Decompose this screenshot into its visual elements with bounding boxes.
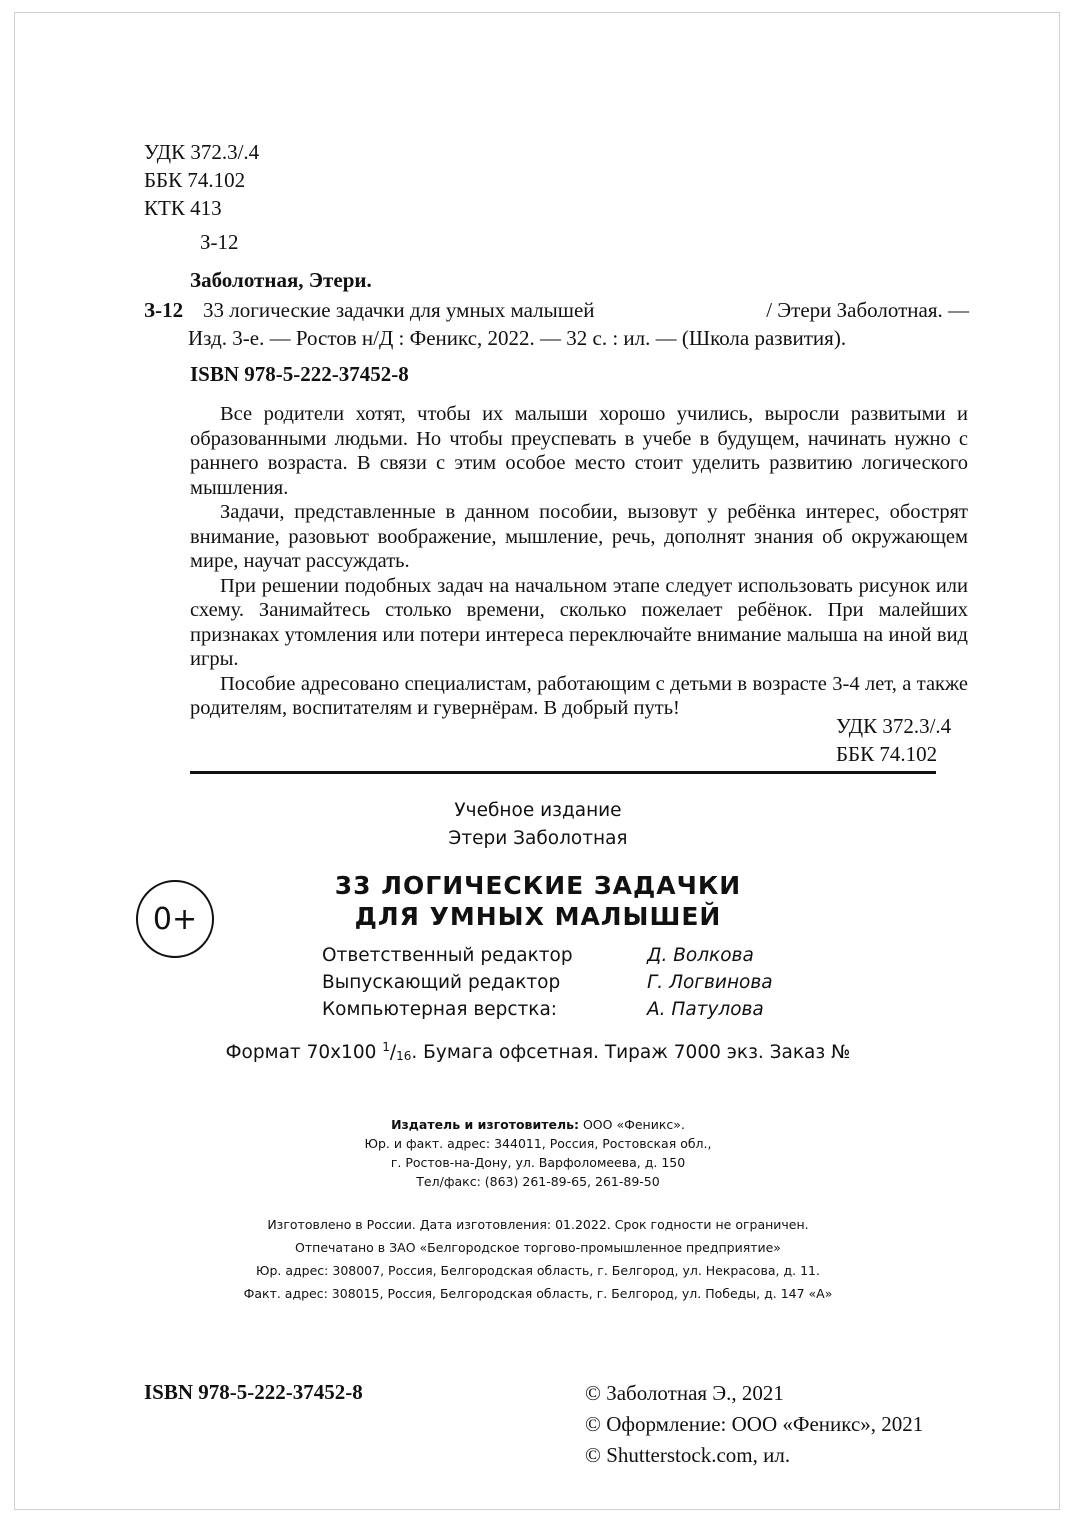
format-fraction-num: 1 [382, 1040, 390, 1054]
book-title-line2: ДЛЯ УМНЫХ МАЛЫШЕЙ [354, 902, 722, 931]
format-line: Формат 70х100 $^1/_{16}$. Бумага офсетная. Тираж 7000 экз. Заказ № [225, 1040, 851, 1063]
copyright-line: © Заболотная Э., 2021 [585, 1381, 784, 1405]
author-mark: З-12 [200, 230, 239, 254]
book-title-line1: 33 ЛОГИЧЕСКИЕ ЗАДАЧКИ [334, 871, 742, 900]
author-heading: Заболотная, Этери. [190, 268, 372, 292]
bib-title-line [203, 298, 969, 323]
manufacture-info [0, 1213, 1076, 1305]
bib-responsibility: / Этери Заболотная. — [766, 298, 969, 322]
format-rest: . Бумага офсетная. Тираж 7000 экз. Заказ № [411, 1042, 851, 1063]
staff-role: Компьютерная верстка: [322, 999, 558, 1020]
publisher-name: ООО «Феникс». [579, 1117, 685, 1132]
divider-line [190, 771, 936, 774]
publisher-address-2: г. Ростов-на-Дону, ул. Варфоломеева, д. 150 [390, 1155, 686, 1170]
staff-name: Г. Логвинова [647, 972, 773, 993]
bib-title: 33 логические задачки для умных малышей [203, 298, 595, 322]
ktk-code: КТК 413 [144, 196, 222, 220]
annotation [190, 402, 968, 721]
annotation-paragraph: Пособие адресовано специалистам, работающим с детьми в возрасте 3-4 лет, а также родителям, воспитателям и гувернёрам. В добрый путь! [190, 672, 968, 719]
annotation-paragraph: Все родители хотят, чтобы их малыши хорошо учились, выросли развитыми и образованными людьми. Но чтобы преуспевать в учебе в будущем, начинать нужно с раннего возраста. В связи с этим особое место стоит уделить развитию логического мышления. [190, 403, 968, 499]
book-title [0, 870, 1076, 932]
staff-role: Выпускающий редактор [322, 972, 561, 993]
classification-codes [144, 138, 259, 256]
bbk-code-right: ББК 74.102 [836, 742, 938, 766]
classification-codes-right [836, 712, 951, 768]
publisher-phone: Тел/факс: (863) 261-89-65, 261-89-50 [416, 1174, 660, 1189]
annotation-paragraph: Задачи, представленные в данном пособии, вызовут у ребёнка интерес, обострят внимание, разовьют воображение, мышление, речь, дополнят знания об окружающем мире, научат рассуждать. [190, 501, 968, 572]
copyright-line: © Оформление: ООО «Феникс», 2021 [585, 1412, 924, 1436]
bib-publication: Изд. 3-е. — Ростов н/Д : Феникс, 2022. — 32 с. : ил. — (Школа развития). [188, 326, 847, 350]
edition-author: Этери Заболотная [448, 828, 628, 849]
publisher-line [0, 1115, 1076, 1134]
format-prefix: Формат 70х100 [225, 1042, 377, 1063]
bbk-code: ББК 74.102 [144, 168, 246, 192]
age-rating-badge: 0+ [136, 880, 214, 958]
staff-names [647, 942, 773, 1023]
manufacture-line: Изготовлено в России. Дата изготовления: 01.2022. Срок годности не ограничен. [267, 1217, 809, 1232]
staff-name: А. Патулова [647, 999, 764, 1020]
publisher-address-1: Юр. и факт. адрес: 344011, Россия, Ростовская обл., [364, 1136, 712, 1151]
author-mark-bib: З-12 [144, 298, 184, 322]
printer-legal-address: Юр. адрес: 308007, Россия, Белгородская область, г. Белгород, ул. Некрасова, д. 11. [256, 1263, 820, 1278]
printer-line: Отпечатано в ЗАО «Белгородское торгово-промышленное предприятие» [295, 1240, 781, 1255]
udk-code-right: УДК 372.3/.4 [836, 714, 952, 738]
isbn-bottom: ISBN 978-5-222-37452-8 [144, 1380, 363, 1404]
udk-code: УДК 372.3/.4 [144, 140, 260, 164]
isbn-top: ISBN 978-5-222-37452-8 [190, 362, 409, 386]
staff-role: Ответственный редактор [322, 945, 573, 966]
staff-name: Д. Волкова [647, 945, 754, 966]
publisher-info [0, 1115, 1076, 1191]
edition-type: Учебное издание [454, 800, 622, 821]
staff-roles [322, 942, 573, 1023]
annotation-paragraph: При решении подобных задач на начальном этапе следует использовать рисунок или схему. Занимайтесь столько времени, сколько пожелает ребёнок. При малейших признаках утомления или потери интереса переключайте внимание малыша на иной вид игры. [190, 574, 968, 670]
copyright-line: © Shutterstock.com, ил. [585, 1443, 791, 1467]
format-fraction-den: 16 [396, 1049, 412, 1063]
copyright-block [585, 1378, 923, 1471]
printer-actual-address: Факт. адрес: 308015, Россия, Белгородская область, г. Белгород, ул. Победы, д. 147 «А» [243, 1286, 833, 1301]
publisher-label: Издатель и изготовитель: [391, 1117, 579, 1132]
